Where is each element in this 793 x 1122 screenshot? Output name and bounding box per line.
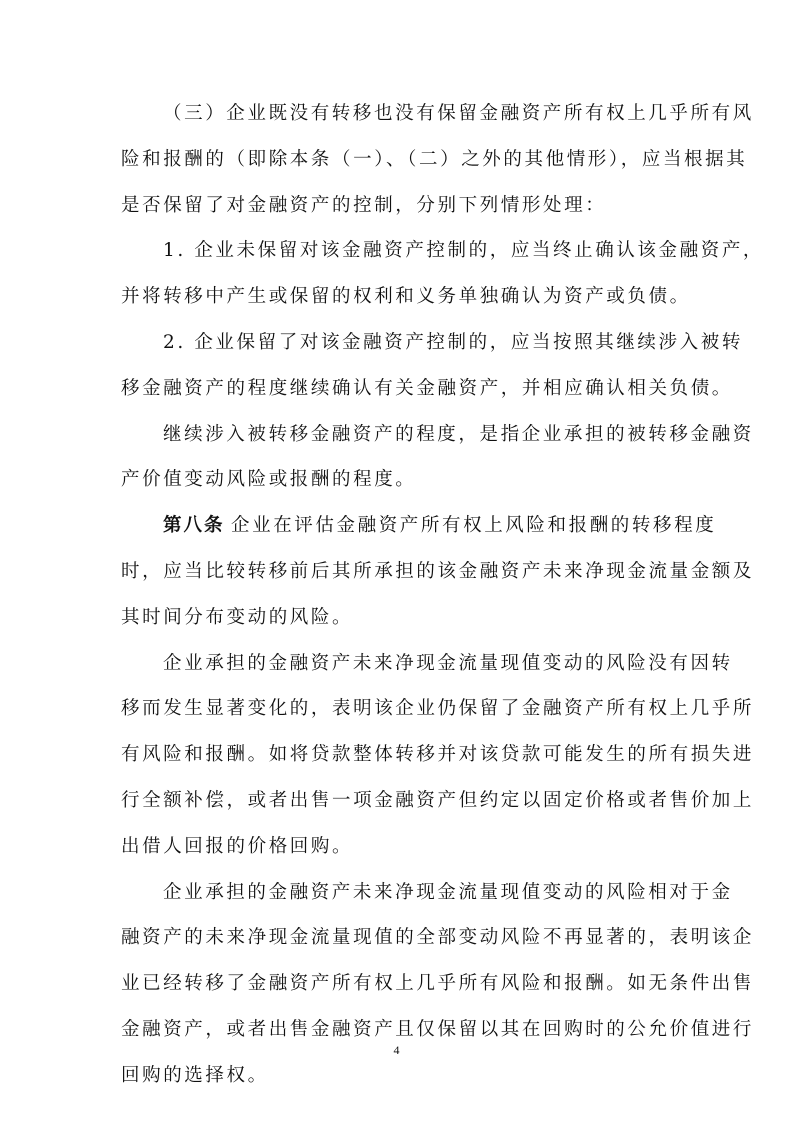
text-line: （三）企业既没有转移也没有保留金融资产所有权上几乎所有风	[163, 103, 754, 124]
page-number: 4	[393, 1043, 400, 1057]
text-line: 企业承担的金融资产未来净现金流量现值变动的风险没有因转	[163, 652, 733, 674]
text-line: 险和报酬的（即除本条（一）、（二）之外的其他情形），应当根据其	[121, 148, 748, 170]
text-line: 并将转移中产生或保留的权利和义务单独确认为资产或负债。	[121, 286, 691, 308]
text-line: 产价值变动风险或报酬的程度。	[121, 469, 417, 491]
text-line: 融资产的未来净现金流量现值的全部变动风险不再显著的，表明该企	[121, 927, 755, 949]
text-line: 行全额补偿，或者出售一项金融资产但约定以固定价格或者售价加上	[121, 790, 755, 811]
text-line: 回购的选择权。	[121, 1064, 269, 1086]
text-line: 移而发生显著变化的，表明该企业仍保留了金融资产所有权上几乎所	[121, 698, 755, 720]
article-heading: 第八条	[163, 515, 225, 537]
text-line: 是否保留了对金融资产的控制，分别下列情形处理：	[121, 194, 607, 216]
text-line: 金融资产，或者出售金融资产且仅保留以其在回购时的公允价值进行	[121, 1019, 755, 1040]
text-line: 其时间分布变动的风险。	[121, 606, 354, 628]
text-line: 企业在评估金融资产所有权上风险和报酬的转移程度	[231, 515, 717, 537]
text-line: 业已经转移了金融资产所有权上几乎所有风险和报酬。如无条件出售	[121, 973, 755, 995]
text-line: 时，应当比较转移前后其所承担的该金融资产未来净现金流量金额及	[121, 561, 755, 582]
text-line: 移金融资产的程度继续确认有关金融资产，并相应确认相关负债。	[121, 377, 733, 399]
text-line: 出借人回报的价格回购。	[121, 835, 354, 857]
text-line: 2. 企业保留了对该金融资产控制的，应当按照其继续涉入被转	[163, 332, 743, 353]
text-line: 继续涉入被转移金融资产的程度，是指企业承担的被转移金融资	[163, 423, 754, 445]
text-line: 1. 企业未保留对该金融资产控制的，应当终止确认该金融资产，	[163, 240, 765, 262]
text-line: 企业承担的金融资产未来净现金流量现值变动的风险相对于金	[163, 881, 733, 903]
text-line: 有风险和报酬。如将贷款整体转移并对该贷款可能发生的所有损失进	[121, 744, 755, 766]
